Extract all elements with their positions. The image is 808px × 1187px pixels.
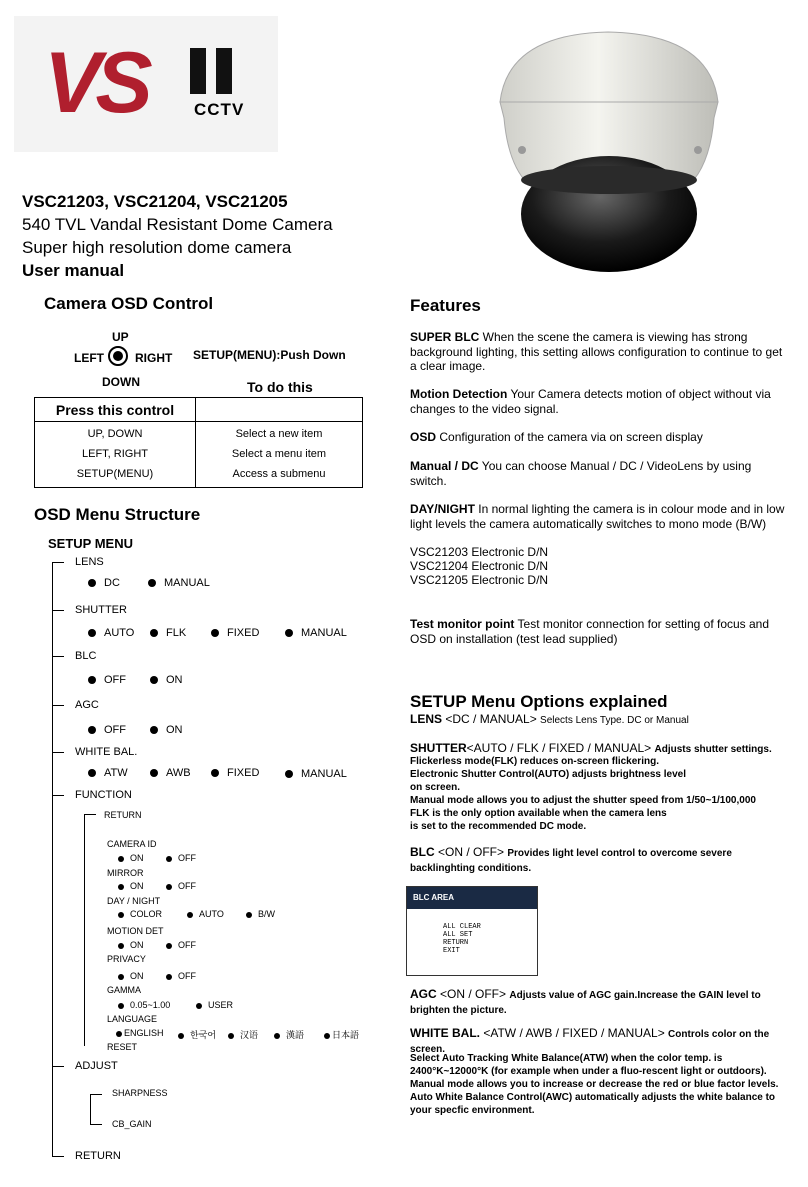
gamma-opt-range: 0.05~1.00: [118, 1000, 170, 1010]
fn-privacy: PRIVACY: [107, 954, 146, 964]
motion-det-opt-on: ON: [118, 940, 144, 950]
logo-bars-icon: [190, 48, 242, 99]
todo-header: To do this: [247, 379, 313, 395]
tree-branch: [52, 610, 64, 611]
wb-opt-atw: ATW: [88, 767, 128, 779]
gamma-opt-user: USER: [196, 1000, 233, 1010]
title-models: VSC21203, VSC21204, VSC21205: [22, 192, 288, 211]
adjust-cb-gain: CB_GAIN: [112, 1119, 152, 1129]
tree-branch: [52, 656, 64, 657]
press-header: Press this control: [35, 398, 196, 422]
title-subtitle: Super high resolution dome camera: [22, 238, 292, 257]
fn-return: RETURN: [104, 810, 142, 820]
tree-branch: [90, 1124, 102, 1125]
day-night-opt-auto: AUTO: [187, 909, 224, 919]
control-updown: UP, DOWN: [87, 428, 143, 440]
shutter-opt-fixed: FIXED: [211, 627, 259, 639]
todo-header-cell: [196, 398, 363, 422]
explain-shutter: SHUTTER<AUTO / FLK / FIXED / MANUAL> Adjusts shutter settings.: [410, 741, 772, 755]
fn-mirror: MIRROR: [107, 868, 144, 878]
setup-push-label: SETUP(MENU):Push Down: [193, 348, 346, 362]
explain-lens: LENS <DC / MANUAL> Selects Lens Type. DC or Manual: [410, 712, 689, 726]
features-heading: Features: [410, 296, 481, 315]
joystick-left-label: LEFT: [74, 351, 104, 365]
adjust-sharpness: SHARPNESS: [112, 1088, 168, 1098]
dn-model-3: VSC21205 Electronic D/N: [410, 573, 549, 587]
fn-camera-id: CAMERA ID: [107, 839, 157, 849]
control-leftright: LEFT, RIGHT: [81, 448, 148, 460]
menu-white-bal: WHITE BAL.: [75, 746, 138, 758]
joystick-up-label: UP: [112, 330, 129, 344]
privacy-opt-on: ON: [118, 971, 144, 981]
tree-branch: [52, 1066, 64, 1067]
mirror-opt-on: ON: [118, 881, 144, 891]
wb-opt-manual: MANUAL: [285, 768, 347, 780]
control-column: [35, 422, 196, 488]
osd-menu-heading: OSD Menu Structure: [34, 505, 201, 524]
lang-opt-japanese: 日本語: [324, 1028, 359, 1041]
menu-lens: LENS: [75, 556, 104, 568]
action-select-menu: Select a menu item: [231, 448, 327, 460]
tree-branch: [52, 752, 64, 753]
setup-explained-heading: SETUP Menu Options explained: [410, 692, 668, 711]
title-product: 540 TVL Vandal Resistant Dome Camera: [22, 215, 333, 234]
tree-branch: [90, 1094, 102, 1095]
agc-opt-off: OFF: [88, 724, 126, 736]
fn-day-night: DAY / NIGHT: [107, 896, 161, 906]
menu-blc: BLC: [75, 650, 97, 662]
menu-function: FUNCTION: [75, 789, 132, 801]
action-select-new: Select a new item: [235, 428, 323, 440]
camera-id-opt-on: ON: [118, 853, 144, 863]
day-night-opt-color: COLOR: [118, 909, 162, 919]
joystick-icon: [108, 346, 128, 366]
menu-agc: AGC: [75, 699, 99, 711]
blc-opt-on: ON: [150, 674, 183, 686]
explain-agc: AGC <ON / OFF> Adjusts value of AGC gain.Increase the GAIN level to brighten the picture.: [410, 987, 761, 1016]
explain-blc: BLC <ON / OFF> Provides light level control to overcome severe backlinghting conditions.: [410, 845, 732, 874]
blc-area-title: BLC AREA: [407, 887, 537, 909]
tree-branch: [52, 705, 64, 706]
shutter-opt-manual: MANUAL: [285, 627, 347, 639]
lang-opt-korean: 한국어: [178, 1028, 216, 1041]
feature-manual-dc: Manual / DC You can choose Manual / DC / VideoLens by using switch.: [410, 459, 752, 488]
lang-opt-english: ENGLISH: [116, 1028, 164, 1038]
tree-function-line: [84, 814, 85, 1046]
dome-camera-image: [478, 14, 740, 274]
agc-opt-on: ON: [150, 724, 183, 736]
setup-menu-label: SETUP MENU: [48, 536, 133, 551]
fn-language: LANGUAGE: [107, 1014, 158, 1024]
tree-adjust-line: [90, 1094, 91, 1124]
tree-branch: [84, 814, 96, 815]
tree-branch: [52, 795, 64, 796]
lens-opt-dc: DC: [88, 577, 120, 589]
dn-model-1: VSC21203 Electronic D/N: [410, 545, 549, 559]
feature-osd: OSD Configuration of the camera via on screen display: [410, 430, 703, 444]
blc-opt-off: OFF: [88, 674, 126, 686]
menu-return: RETURN: [75, 1150, 121, 1162]
fn-motion-det: MOTION DET: [107, 926, 164, 936]
fn-gamma: GAMMA: [107, 985, 142, 995]
privacy-opt-off: OFF: [166, 971, 196, 981]
tree-branch: [52, 1156, 64, 1157]
feature-motion-detection: Motion Detection Your Camera detects motion of object without via changes to the video signal.: [410, 387, 771, 416]
wb-opt-awb: AWB: [150, 767, 191, 779]
lang-opt-chinese-traditional: 漢語: [274, 1028, 304, 1041]
title-user-manual: User manual: [22, 261, 125, 280]
feature-day-night: DAY/NIGHT In normal lighting the camera is in colour mode and in low light levels the camera automatically switches to mono mode (B/W): [410, 502, 785, 531]
osd-control-table: [34, 397, 363, 488]
lens-opt-manual: MANUAL: [148, 577, 210, 589]
control-setup: SETUP(MENU): [76, 468, 154, 480]
dn-model-2: VSC21204 Electronic D/N: [410, 559, 549, 573]
menu-shutter: SHUTTER: [75, 604, 127, 616]
wb-opt-fixed: FIXED: [211, 767, 259, 779]
explain-wb-details: Select Auto Tracking White Balance(ATW) when the color temp. is 2400°K~12000°K (for example when under a fluo-rescent light or outdoors). Manual mode allows you to increase or decrease the red or blue factor levels. Auto White Balance Control(AWC) automatically adjusts the white balance to your specfic environment.: [410, 1053, 779, 1116]
fn-reset: RESET: [107, 1042, 138, 1052]
logo-vs-text: VS: [44, 35, 147, 131]
tree-branch: [52, 562, 64, 563]
day-night-opt-bw: B/W: [246, 909, 275, 919]
blc-area-menu: ALL CLEAR ALL SET RETURN EXIT: [443, 923, 481, 955]
camera-id-opt-off: OFF: [166, 853, 196, 863]
explain-white-bal: WHITE BAL. <ATW / AWB / FIXED / MANUAL> Controls color on the screen.: [410, 1026, 770, 1055]
logo-cctv-text: CCTV: [194, 100, 245, 119]
shutter-opt-auto: AUTO: [88, 627, 134, 639]
action-submenu: Access a submenu: [232, 468, 326, 480]
mirror-opt-off: OFF: [166, 881, 196, 891]
shutter-opt-flk: FLK: [150, 627, 186, 639]
motion-det-opt-off: OFF: [166, 940, 196, 950]
osd-control-heading: Camera OSD Control: [44, 294, 214, 313]
explain-shutter-details: Flickerless mode(FLK) reduces on-screen flickering. Electronic Shutter Control(AUTO) adjusts brightness level on screen. Manual mode allows you to adjust the shutter speed from 1/50~1/100,000 FLK is the only option available when the camera lens is set to the recommended DC mode.: [410, 756, 756, 832]
joystick-right-label: RIGHT: [135, 351, 173, 365]
action-column: [196, 422, 363, 488]
menu-adjust: ADJUST: [75, 1060, 118, 1072]
feature-super-blc: SUPER BLC When the scene the camera is viewing has strong background lighting, this setting allows configuration to continue to get a clear image.: [410, 330, 783, 373]
lang-opt-chinese-simplified: 汉语: [228, 1028, 258, 1041]
blc-area-screen: [406, 886, 538, 976]
feature-test-monitor: Test monitor point Test monitor connection for setting of focus and OSD on installation (test lead supplied): [410, 617, 770, 646]
joystick-down-label: DOWN: [102, 375, 140, 389]
